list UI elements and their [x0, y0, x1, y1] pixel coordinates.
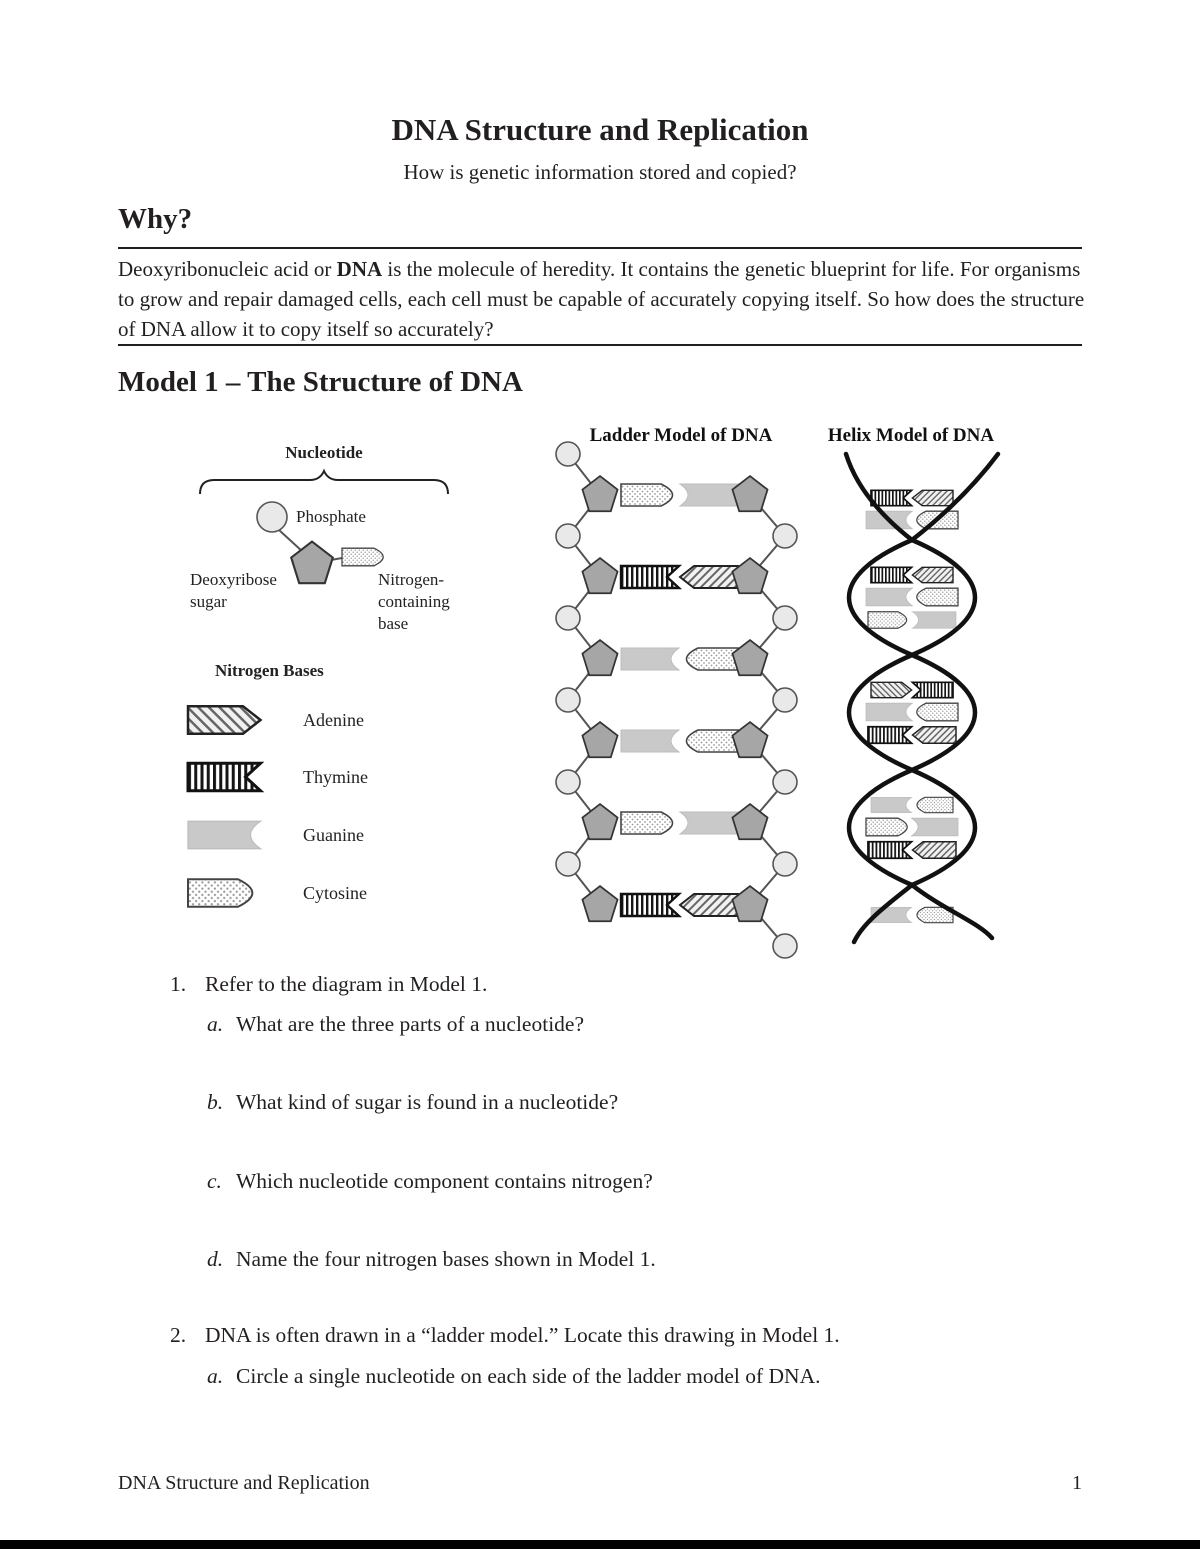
- question-2a-text: Circle a single nucleotide on each side of the ladder model of DNA.: [236, 1364, 821, 1388]
- question-1: [170, 972, 487, 997]
- thymine-label: Thymine: [303, 767, 368, 787]
- helix-model-title: Helix Model of DNA: [827, 425, 995, 446]
- ladder-model-title: Ladder Model of DNA: [589, 425, 773, 446]
- why-paragraph: [118, 255, 1086, 344]
- scan-edge-bar: [0, 1540, 1200, 1549]
- adenine-swatch: [188, 706, 261, 734]
- thymine-swatch: [188, 763, 261, 791]
- question-1a-letter: a.: [207, 1012, 224, 1036]
- question-1c-text: Which nucleotide component contains nitrogen?: [236, 1169, 653, 1193]
- sugar-label-line2: sugar: [190, 592, 227, 611]
- cytosine-swatch: [188, 879, 252, 907]
- question-1b: [207, 1090, 618, 1115]
- question-2a-letter: a.: [207, 1364, 224, 1388]
- base-label-line3: base: [378, 614, 409, 633]
- divider-rule: [118, 344, 1082, 346]
- question-2-number: 2.: [170, 1323, 187, 1347]
- question-1c: [207, 1169, 653, 1194]
- nitrogen-bases-legend: [188, 661, 368, 907]
- footer-page-number: 1: [1072, 1472, 1082, 1494]
- guanine-label: Guanine: [303, 825, 364, 845]
- phosphate-sugar-bond: [279, 530, 303, 552]
- question-2-text: DNA is often drawn in a “ladder model.” Locate this drawing in Model 1.: [205, 1323, 840, 1347]
- base-label-line2: containing: [378, 592, 450, 611]
- question-2a: [207, 1364, 821, 1389]
- nitrogen-bases-heading: Nitrogen Bases: [215, 661, 324, 680]
- adenine-label: Adenine: [303, 710, 364, 730]
- page-subtitle: How is genetic information stored and copied?: [403, 160, 797, 184]
- question-1a-text: What are the three parts of a nucleotide?: [236, 1012, 584, 1036]
- nucleotide-label: Nucleotide: [285, 443, 363, 462]
- why-text-bold-dna: DNA: [336, 257, 383, 281]
- cytosine-label: Cytosine: [303, 883, 368, 903]
- why-text-post: is the molecule of heredity. It contains the genetic blueprint for life. For organisms to grow and repair damaged cells, each cell must be capable of accurately copying itself. So how does the structure of DNA allow it to copy itself so accurately?: [118, 257, 1085, 341]
- base-label-line1: Nitrogen-: [378, 570, 445, 589]
- model1-heading: Model 1 – The Structure of DNA: [118, 366, 523, 398]
- question-2: [170, 1323, 840, 1348]
- model1-diagram: [140, 420, 1060, 965]
- question-1b-letter: b.: [207, 1090, 224, 1114]
- phosphate-label: Phosphate: [296, 507, 366, 526]
- ladder-base-pairs: [621, 484, 738, 916]
- guanine-swatch: [188, 821, 261, 849]
- sugar-label-line1: Deoxyribose: [190, 570, 277, 589]
- question-1b-text: What kind of sugar is found in a nucleotide?: [236, 1090, 619, 1114]
- question-1-text: Refer to the diagram in Model 1.: [205, 972, 488, 996]
- ladder-right-backbone: [732, 476, 797, 958]
- why-heading: Why?: [118, 203, 193, 235]
- footer-title: DNA Structure and Replication: [118, 1472, 370, 1494]
- question-1d-text: Name the four nitrogen bases shown in Model 1.: [236, 1247, 656, 1271]
- why-text-pre: Deoxyribonucleic acid or: [118, 257, 337, 281]
- helix-model: [846, 454, 998, 942]
- divider-rule: [118, 247, 1082, 249]
- nucleotide-brace: [200, 471, 448, 494]
- ladder-left-backbone: [556, 442, 618, 921]
- question-1d: [207, 1247, 656, 1272]
- nucleotide-diagram: [190, 443, 450, 633]
- question-1-number: 1.: [170, 972, 187, 996]
- nitrogen-base-shape: [342, 548, 383, 566]
- question-1a: [207, 1012, 584, 1037]
- phosphate-circle: [257, 502, 287, 532]
- question-1c-letter: c.: [207, 1169, 222, 1193]
- ladder-model: [556, 442, 797, 958]
- page-title: DNA Structure and Replication: [391, 112, 809, 147]
- question-1d-letter: d.: [207, 1247, 224, 1271]
